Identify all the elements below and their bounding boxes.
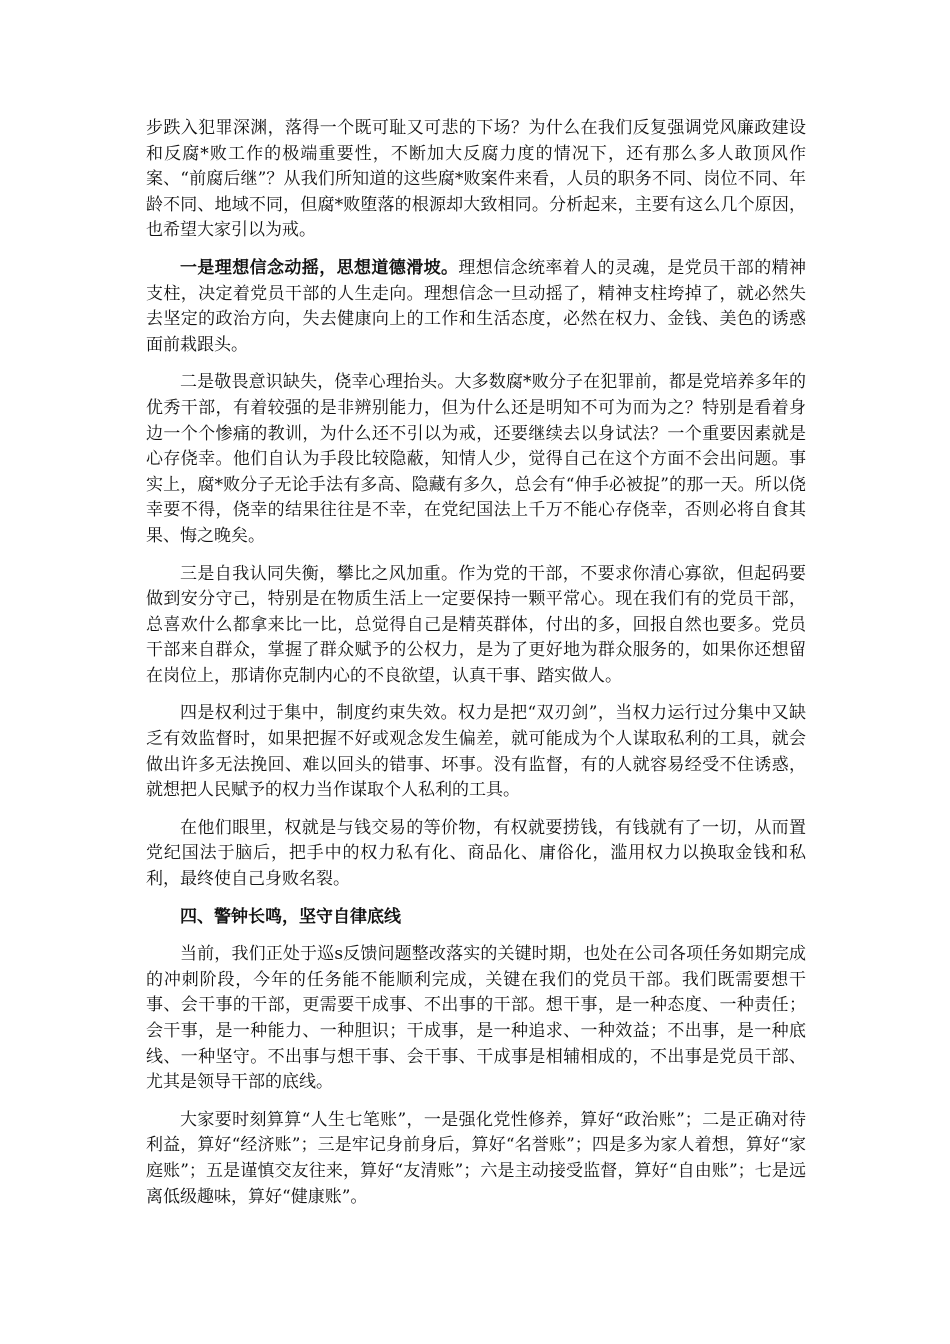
section-heading-text: 四、警钟长鸣，坚守自律底线 xyxy=(180,906,401,927)
paragraph-text: 三是自我认同失衡，攀比之风加重。作为党的干部，不要求你清心寡欲，但起码要做到安分守己，特别是在物质生活上一定要保持一颗平常心。现在我们有的党员干部，总喜欢什么都拿来比一比，总觉得自己是精英群体，付出的多，回报自然也要多。党员干部来自群众，掌握了群众赋予的公权力，是为了更好地为群众服务的，如果你还想留在岗位上，那请你克制内心的不良欲望，认真干事、踏实做人。 xyxy=(146,563,806,686)
paragraph-intro-continued xyxy=(146,116,806,244)
paragraph-text: 理想信念统率着人的灵魂，是党员干部的精神支柱，决定着党员干部的人生走向。理想信念一旦动摇了，精神支柱垮掉了，就必然失去坚定的政治方向，失去健康向上的工作和生活态度，必然在权力、金钱、美色的诱惑面前栽跟头。 xyxy=(146,257,807,355)
paragraph-reason-4-continued xyxy=(146,816,806,893)
paragraph-lead: 一是理想信念动摇，思想道德滑坡。 xyxy=(180,257,459,278)
paragraph-seven-accounts xyxy=(146,1108,806,1210)
document-page xyxy=(146,116,806,1222)
paragraph-text: 二是敬畏意识缺失，侥幸心理抬头。大多数腐*败分子在犯罪前，都是党培养多年的优秀干部，有着较强的是非辨别能力，但为什么还是明知不可为而为之？特别是看着身边一个个惨痛的教训，为什么还不引以为戒，还要继续去以身试法？一个重要因素就是心存侥幸。他们自认为手段比较隐蔽，知情人少，觉得自己在这个方面不会出问题。事实上，腐*败分子无论手法有多高、隐藏有多久，总会有“伸手必被捉”的那一天。所以侥幸要不得，侥幸的结果往往是不幸，在党纪国法上千万不能心存侥幸，否则必将自食其果、悔之晚矣。 xyxy=(146,372,806,546)
paragraph-reason-4 xyxy=(146,701,806,803)
paragraph-text: 在他们眼里，权就是与钱交易的等价物，有权就要捞钱，有钱就有了一切，从而置党纪国法于脑后，把手中的权力私有化、商品化、庸俗化，滥用权力以换取金钱和私利，最终使自己身败名裂。 xyxy=(146,817,806,890)
paragraph-current-situation xyxy=(146,942,806,1096)
paragraph-text: 四是权利过于集中，制度约束失效。权力是把“双刃剑”，当权力运行过分集中又缺乏有效监督时，如果把握不好或观念发生偏差，就可能成为个人谋取私利的工具，就会做出许多无法挽回、难以回头的错事、坏事。没有监督，有的人就容易经受不住诱惑，就想把人民赋予的权力当作谋取个人私利的工具。 xyxy=(146,703,806,801)
paragraph-text: 大家要时刻算算“人生七笔账”，一是强化党性修养，算好“政治账”；二是正确对待利益，算好“经济账”；三是牢记身前身后，算好“名誉账”；四是多为家人着想，算好“家庭账”；五是谨慎交友往来，算好“友清账”；六是主动接受监督，算好“自由账”；七是远离低级趣味，算好“健康账”。 xyxy=(146,1109,806,1207)
paragraph-reason-3 xyxy=(146,562,806,690)
section-heading-4 xyxy=(146,905,806,931)
paragraph-reason-1 xyxy=(146,256,806,358)
paragraph-text: 当前，我们正处于巡s反馈问题整改落实的关键时期，也处在公司各项任务如期完成的冲刺阶段，今年的任务能不能顺利完成，关键在我们的党员干部。我们既需要想干事、会干事的干部，更需要干成事、不出事的干部。想干事，是一种态度、一种责任；会干事，是一种能力、一种胆识；干成事，是一种追求、一种效益；不出事，是一种底线、一种坚守。不出事与想干事、会干事、干成事是相辅相成的，不出事是党员干部、尤其是领导干部的底线。 xyxy=(146,944,806,1093)
paragraph-text: 步跌入犯罪深渊，落得一个既可耻又可悲的下场？为什么在我们反复强调党风廉政建设和反腐*败工作的极端重要性，不断加大反腐力度的情况下，还有那么多人敢顶风作案、“前腐后继”？从我们所知道的这些腐*败案件来看，人员的职务不同、岗位不同、年龄不同、地域不同，但腐*败堕落的根源却大致相同。分析起来，主要有这么几个原因，也希望大家引以为戒。 xyxy=(146,118,806,241)
paragraph-reason-2 xyxy=(146,370,806,549)
